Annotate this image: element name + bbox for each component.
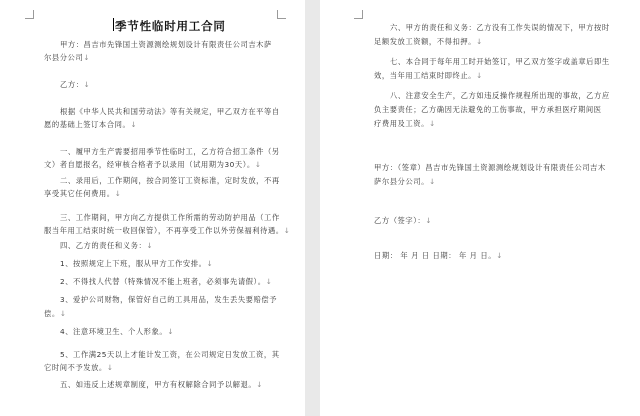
paragraph-mark-icon: ↓ bbox=[283, 226, 291, 235]
paragraph-party-b[interactable]: 乙方：↓ bbox=[60, 80, 91, 89]
paragraph-mark-icon: ↓ bbox=[59, 309, 67, 318]
paragraph-clause-3[interactable]: 三、工作期间，甲方向乙方提供工作所需的劳动防护用品（工作 bbox=[60, 213, 280, 222]
margin-corner-mark bbox=[354, 10, 363, 19]
paragraph-dates[interactable]: 日期： 年 月 日 日期： 年 月 日。↓ bbox=[374, 251, 503, 260]
paragraph-mark-icon: ↓ bbox=[428, 119, 436, 128]
paragraph-party-a-sign[interactable]: 甲方：（签章）昌吉市先锋国土资源测绘规划设计有限责任公司吉木 bbox=[374, 163, 606, 172]
paragraph-clause-4[interactable]: 四、乙方的责任和义务：↓ bbox=[60, 241, 153, 250]
paragraph-clause-3-cont[interactable]: 服当年用工结束时统一收回保管），不再享受工作以外劳保福利待遇。↓ bbox=[44, 226, 291, 235]
paragraph-clause-8-cont[interactable]: 疗费用及工资。↓ bbox=[374, 119, 436, 128]
paragraph-item-5-cont[interactable]: 它时间不予发放。↓ bbox=[44, 363, 114, 372]
paragraph-item-3[interactable]: 3、爱护公司财物，保管好自己的工具用品，发生丢失要赔偿予 bbox=[60, 295, 278, 304]
paragraph-party-a-sign-cont[interactable]: 萨尔县分公司。↓ bbox=[374, 177, 436, 186]
paragraph-item-5[interactable]: 5、工作满25天以上才能计发工资，在公司规定日发放工资，其 bbox=[60, 350, 280, 359]
paragraph-mark-icon: ↓ bbox=[146, 241, 153, 250]
paragraph-clause-7-cont[interactable]: 效，当年用工结束时即终止。↓ bbox=[374, 71, 483, 80]
paragraph-preamble[interactable]: 根据《中华人民共和国劳动法》等有关规定，甲乙双方在平等自 bbox=[60, 107, 280, 116]
paragraph-mark-icon: ↓ bbox=[476, 71, 483, 80]
document-page-right bbox=[320, 0, 640, 416]
paragraph-clause-2-cont[interactable]: 享受其它任何费用。↓ bbox=[44, 189, 122, 198]
paragraph-mark-icon: ↓ bbox=[256, 380, 263, 389]
paragraph-clause-7[interactable]: 七、本合同于每年用工时开始签订，甲乙双方签字或盖章后即生 bbox=[390, 57, 610, 66]
paragraph-preamble-cont[interactable]: 愿的基础上签订本合同。↓ bbox=[44, 120, 137, 129]
page-gap bbox=[305, 0, 320, 416]
paragraph-mark-icon: ↓ bbox=[206, 259, 214, 268]
paragraph-clause-2[interactable]: 二、录用后，工作期间，按合同签订工资标准，定时发放，不再 bbox=[60, 176, 280, 185]
paragraph-mark-icon: ↓ bbox=[425, 216, 432, 225]
paragraph-item-2[interactable]: 2、不得找人代替（特殊情况不能上班者，必须事先请假）。↓ bbox=[60, 277, 273, 286]
margin-corner-mark bbox=[25, 10, 34, 19]
paragraph-mark-icon: ↓ bbox=[476, 37, 483, 46]
paragraph-mark-icon: ↓ bbox=[496, 251, 503, 260]
paragraph-clause-5[interactable]: 五、如违反上述规章制度，甲方有权解除合同予以解退。↓ bbox=[60, 380, 263, 389]
margin-corner-mark bbox=[277, 10, 286, 19]
paragraph-mark-icon: ↓ bbox=[428, 177, 436, 186]
paragraph-clause-8[interactable]: 八、注意安全生产，乙方如违反操作规程所出现的事故，乙方应 bbox=[390, 91, 610, 100]
paragraph-mark-icon: ↓ bbox=[254, 160, 262, 169]
paragraph-mark-icon: ↓ bbox=[130, 120, 137, 129]
page-title[interactable]: 季节性临时用工合同 bbox=[115, 19, 226, 33]
paragraph-mark-icon: ↓ bbox=[106, 363, 114, 372]
paragraph-clause-8-cont[interactable]: 负主要责任；乙方确因无法避免的工伤事故，甲方承担医疗期间医 bbox=[374, 105, 602, 114]
paragraph-mark-icon: ↓ bbox=[114, 189, 122, 198]
paragraph-clause-1[interactable]: 一、履甲方生产需要招用季节性临时工，乙方符合招工条件（另 bbox=[60, 147, 280, 156]
paragraph-mark-icon: ↓ bbox=[83, 80, 91, 89]
paragraph-clause-1-cont[interactable]: 文）者自愿报名，经审核合格者予以录用（试用期为30天）。↓ bbox=[44, 160, 262, 169]
paragraph-party-a[interactable]: 甲方：昌吉市先锋国土资源测绘规划设计有限责任公司吉木萨 bbox=[60, 40, 272, 49]
paragraph-mark-icon: ↓ bbox=[167, 327, 174, 336]
paragraph-mark-icon: ↓ bbox=[265, 277, 273, 286]
paragraph-party-a-cont[interactable]: 尔县分公司↓ bbox=[44, 53, 90, 62]
paragraph-mark-icon: ↓ bbox=[83, 53, 90, 62]
paragraph-party-b-sign[interactable]: 乙方（签字）：↓ bbox=[374, 216, 432, 225]
text-cursor bbox=[113, 18, 114, 31]
document-page-left bbox=[0, 0, 305, 416]
paragraph-item-4[interactable]: 4、注意环境卫生、个人形象。↓ bbox=[60, 327, 174, 336]
paragraph-item-3-cont[interactable]: 偿。↓ bbox=[44, 309, 67, 318]
paragraph-clause-6[interactable]: 六、甲方的责任和义务：乙方没有工作失误的情况下，甲方按时 bbox=[390, 23, 610, 32]
paragraph-clause-6-cont[interactable]: 足额发放工资额，不得扣押。↓ bbox=[374, 37, 483, 46]
paragraph-item-1[interactable]: 1、按照规定上下班，服从甲方工作安排。↓ bbox=[60, 259, 214, 268]
